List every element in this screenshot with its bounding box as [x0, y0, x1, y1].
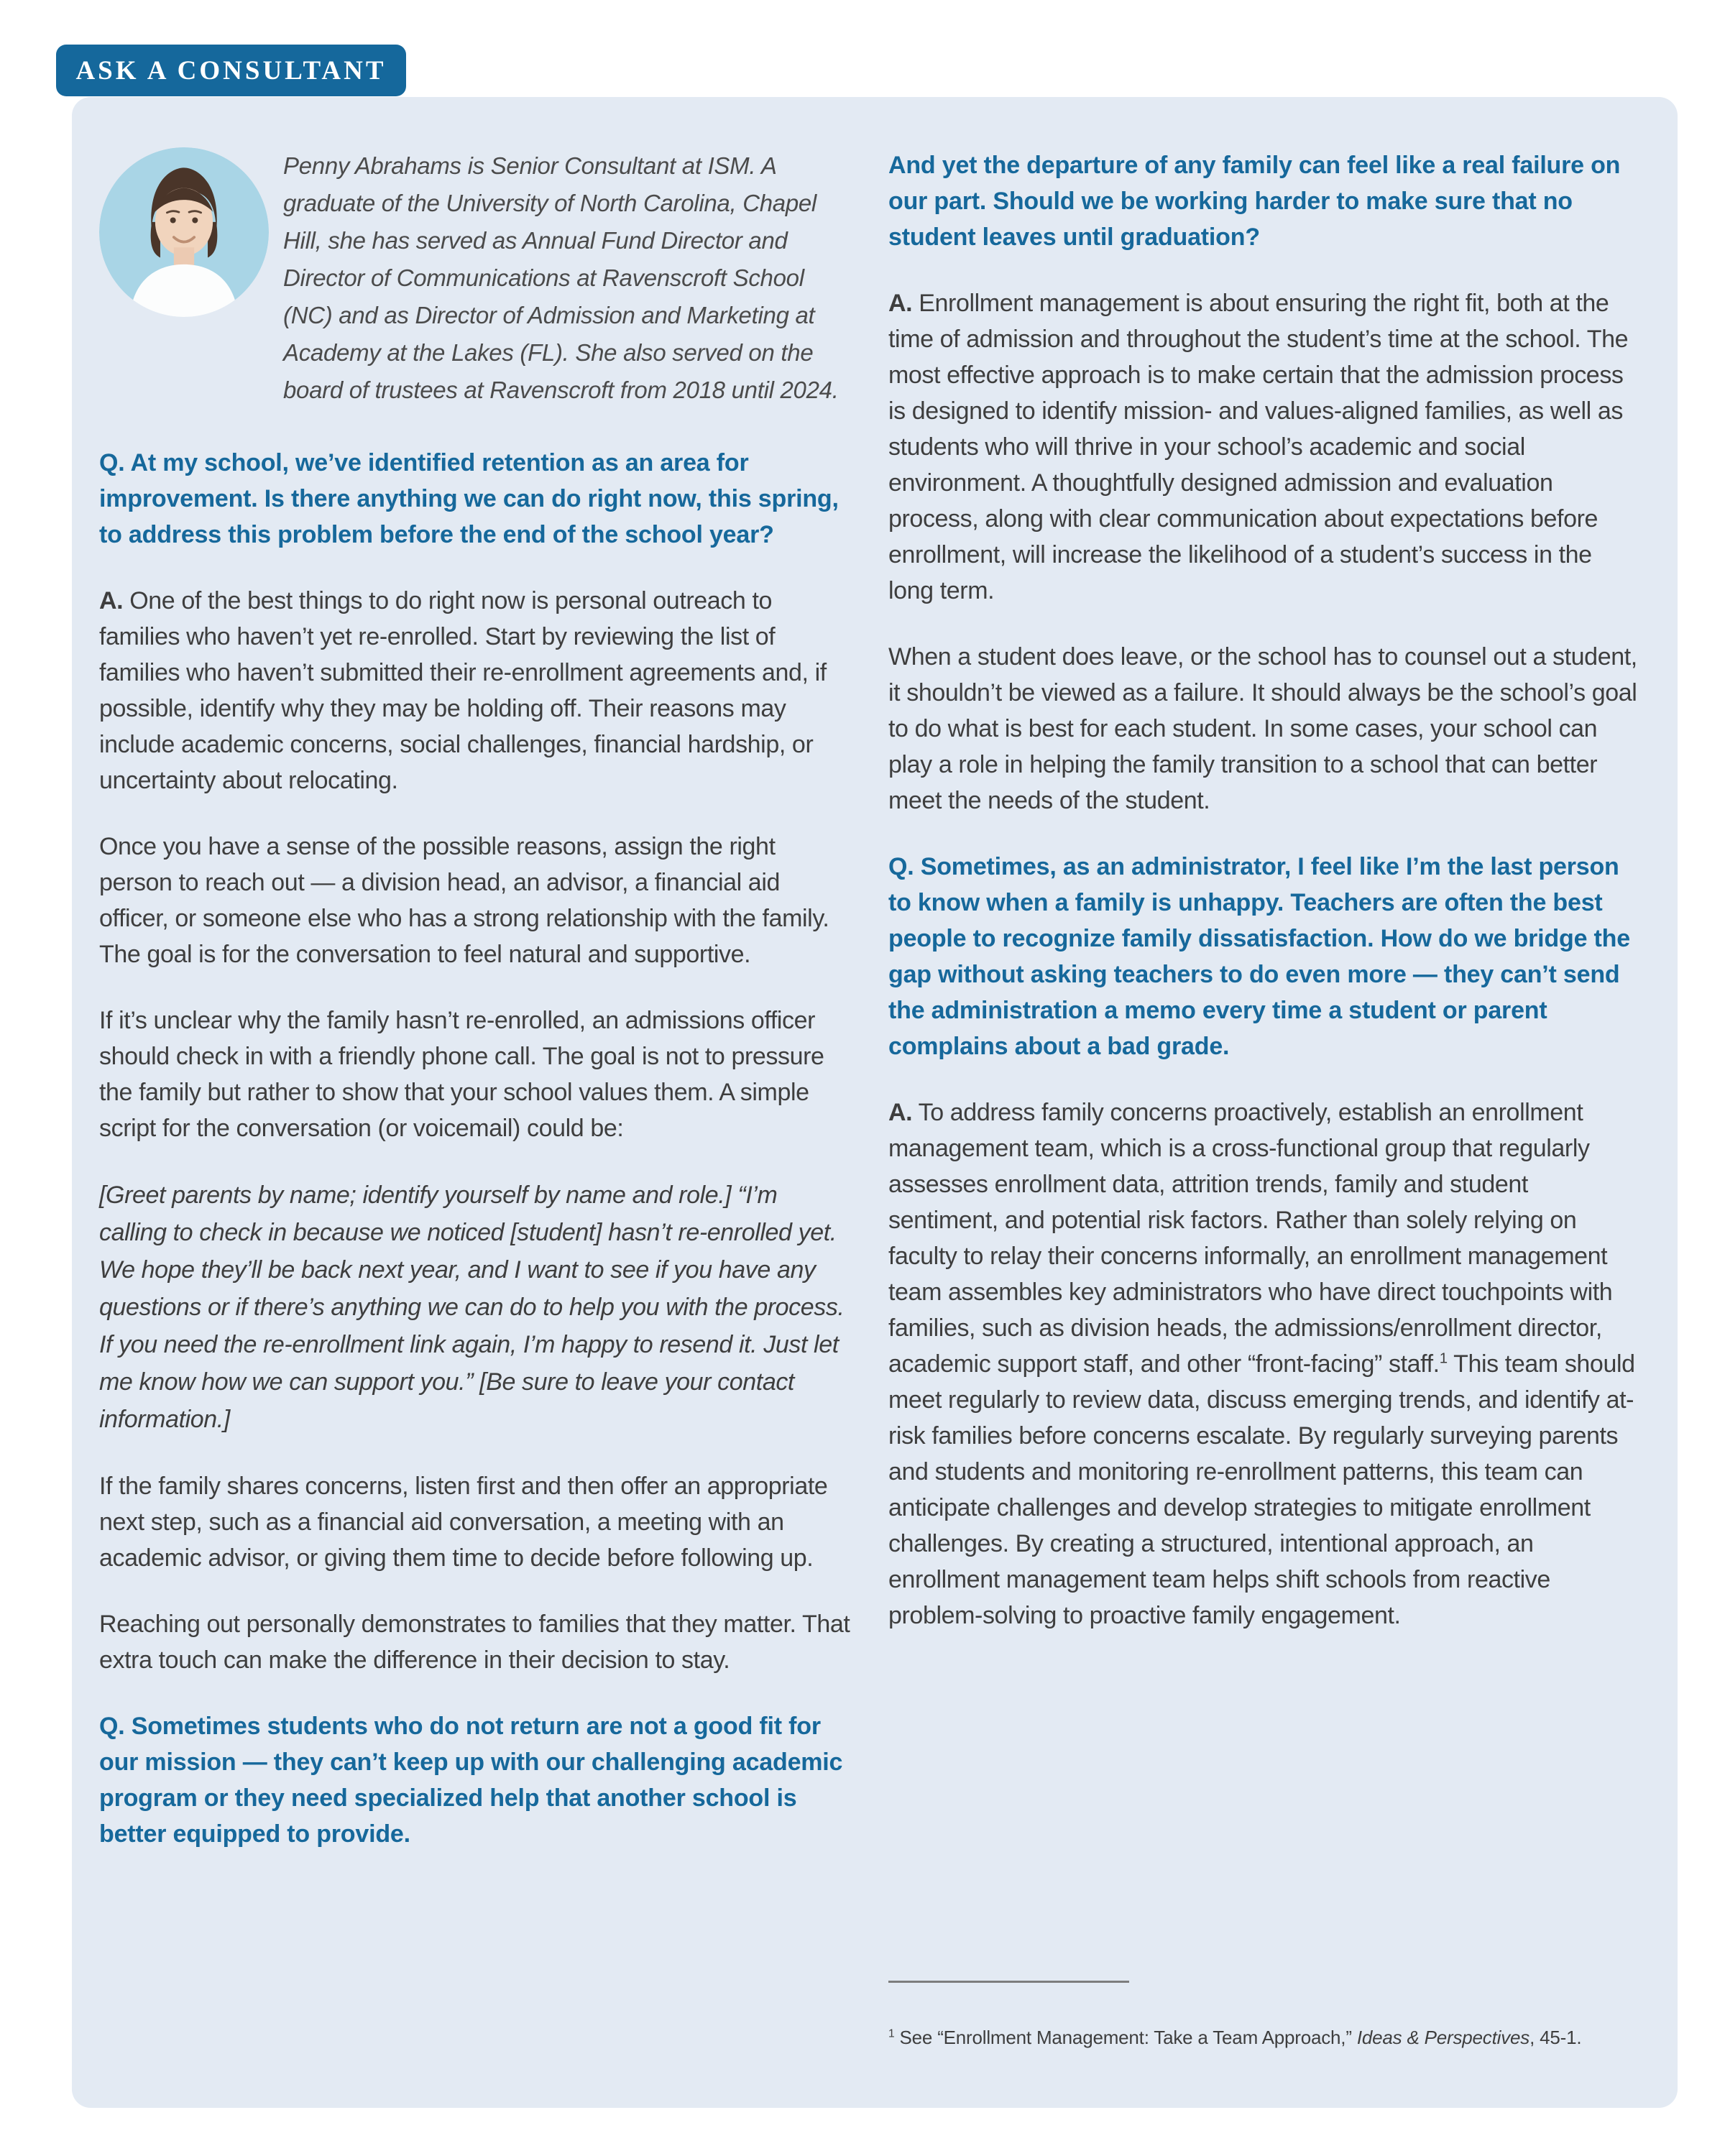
consultant-bio-text: Penny Abrahams is Senior Consultant at ISM. A graduate of the University of North Carolina, Chapel Hill, she has served as Annual Fund Director and Director of Communications at Ravenscroft School (NC) and as Director of Admission and Marketing at Academy at the Lakes (FL). She also served on the board of trustees at Ravenscroft from 2018 until 2024.	[283, 152, 839, 403]
answer-1-p1-text: One of the best things to do right now is personal outreach to families who haven’t yet re-enrolled. Start by reviewing the list of families who haven’t submitted their re-enrollment agreements and, if possible, identify why they may be holding off. Their reasons may include academic concerns, social challenges, financial hardship, or uncertainty about relocating.	[99, 587, 827, 794]
footnote	[888, 2024, 1640, 2050]
answer-3-paragraph	[888, 1095, 1640, 1634]
answer-marker: A.	[888, 290, 913, 317]
footnote-text: See “Enrollment Management: Take a Team Approach,”	[894, 2027, 1357, 2048]
portrait-illustration	[99, 147, 269, 317]
answer-2-paragraph-2: When a student does leave, or the school has to counsel out a student, it shouldn’t be viewed as a failure. It should always be the school’s goal to do what is best for each student. In some cases, your school can play a role in helping the family transition to a school that can better meet the needs of the student.	[888, 643, 1637, 814]
footnote-reference: 1	[1439, 1350, 1448, 1367]
ask-a-consultant-tab	[56, 45, 406, 96]
question-2-part-2: And yet the departure of any family can feel like a real failure on our part. Should we be working harder to make sure that no student leaves until graduation?	[888, 152, 1621, 251]
answer-1-paragraph-4: If the family shares concerns, listen first and then offer an appropriate next step, such as a financial aid conversation, a meeting with an academic advisor, or giving them time to decide before following up.	[99, 1473, 828, 1572]
question-2-part-1: Q. Sometimes students who do not return are not a good fit for our mission — they can’t keep up with our challenging academic program or they need specialized help that another school is better equipped to provide.	[99, 1713, 843, 1848]
question-3: Q. Sometimes, as an administrator, I feel like I’m the last person to know when a family is unhappy. Teachers are often the best people to recognize family dissatisfaction. How do we bridge the gap without asking teachers to do even more — they can’t send the administration a memo every time a student or parent complains about a bad grade.	[888, 853, 1630, 1060]
footnote-text-end: , 45-1.	[1530, 2027, 1582, 2048]
tab-label: ASK A CONSULTANT	[75, 55, 387, 86]
consultant-bio	[99, 147, 851, 409]
consultant-panel	[72, 97, 1678, 2108]
footnote-block	[888, 1981, 1640, 2050]
footnote-number: 1	[888, 2027, 895, 2040]
footnote-publication-title: Ideas & Perspectives	[1356, 2027, 1530, 2048]
answer-1-paragraph-1	[99, 583, 851, 798]
answer-1-paragraph-3: If it’s unclear why the family hasn’t re-enrolled, an admissions officer should check in with a friendly phone call. The goal is not to pressure the family but rather to show that your school values them. A simple script for the conversation (or voicemail) could be:	[99, 1007, 824, 1142]
answer-3-text-before-footnote-ref: To address family concerns proactively, establish an enrollment management team, which is a cross-functional group that regularly assesses enrollment data, attrition trends, family and student sentiment, and potential risk factors. Rather than solely relying on faculty to relay their concerns informally, an enrollment management team assembles key administrators who have direct touchpoints with families, such as division heads, the admissions/enrollment director, academic support staff, and other “front-facing” staff.	[888, 1099, 1613, 1378]
footnote-divider	[888, 1981, 1129, 1983]
answer-2-p1-text: Enrollment management is about ensuring the right fit, both at the time of admission and throughout the student’s time at the school. The most effective approach is to make certain that the admission process is designed to identify mission- and values-aligned families, as well as students who will thrive in your school’s academic and social environment. A thoughtfully designed admission and evaluation process, along with clear communication about expectations before enrollment, will increase the likelihood of a student’s success in the long term.	[888, 290, 1629, 604]
phone-script-paragraph: [Greet parents by name; identify yourself by name and role.] “I’m calling to check in because we noticed [student] hasn’t re-enrolled yet. We hope they’ll be back next year, and I want to see if you have any questions or if there’s anything we can do to help you with the process. If you need the re-enrollment link again, I’m happy to resend it. Just let me know how we can support you.” [Be sure to leave your contact information.]	[99, 1181, 845, 1433]
answer-1-paragraph-5: Reaching out personally demonstrates to families that they matter. That extra touch can make the difference in their decision to stay.	[99, 1611, 850, 1674]
answer-marker: A.	[888, 1099, 913, 1126]
right-column	[888, 147, 1640, 2050]
question-1: Q. At my school, we’ve identified retention as an area for improvement. Is there anything we can do right now, this spring, to address this problem before the end of the school year?	[99, 449, 839, 548]
answer-1-paragraph-2: Once you have a sense of the possible reasons, assign the right person to reach out — a division head, an advisor, a financial aid officer, or someone else who has a strong relationship with the family. The goal is for the conversation to feel natural and supportive.	[99, 833, 829, 968]
consultant-photo	[99, 147, 269, 317]
consultant-photo-wrap	[99, 147, 283, 389]
left-column	[99, 147, 851, 2050]
answer-marker: A.	[99, 587, 124, 614]
answer-2-paragraph-1	[888, 285, 1640, 609]
answer-3-text-after-footnote-ref: This team should meet regularly to review data, discuss emerging trends, and identify at-risk families before concerns escalate. By regularly surveying parents and students and monitoring re-enrollment patterns, this team can anticipate challenges and develop strategies to mitigate enrollment challenges. By creating a structured, intentional approach, an enrollment management team helps shift schools from reactive problem-solving to proactive family engagement.	[888, 1350, 1635, 1629]
